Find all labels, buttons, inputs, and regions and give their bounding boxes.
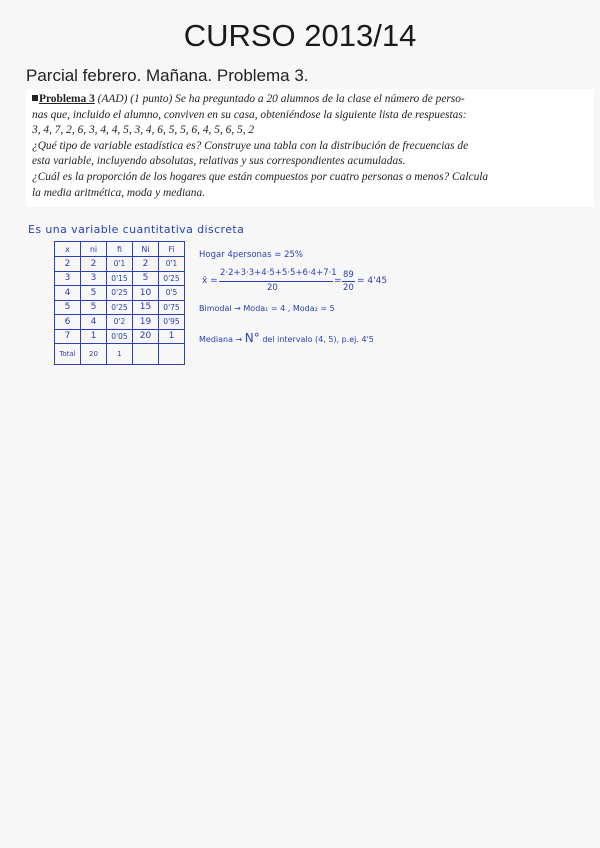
table-row [55,286,185,301]
problem-line-1-text: (AAD) (1 punto) Se ha preguntado a 20 alumnos de la clase el número de perso- [97,93,465,105]
moda-note: Bimodal → Moda₁ = 4 , Moda₂ = 5 [199,304,335,313]
table-cell: 0'95 [159,315,185,330]
table-cell: 0'2 [107,315,133,330]
table-cell: 1 [107,344,133,365]
table-cell: 20 [133,329,159,344]
table-row [55,329,185,344]
table-cell: 5 [81,300,107,315]
table-cell: 0'75 [159,300,185,315]
problem-line-6: ¿Cuál es la proporción de los hogares que están compuestos por cuatro personas o menos? Calcula [32,170,489,183]
table-cell: 1 [81,329,107,344]
table-header-cell: Fi [159,242,185,257]
table-cell: 5 [81,286,107,301]
table-cell: 20 [81,344,107,365]
problem-statement-box [26,89,594,207]
table-cell: 3 [55,271,81,286]
table-cell: 0'25 [107,300,133,315]
table-total-row [55,344,185,365]
problem-line-1 [32,92,590,108]
table-row [55,315,185,330]
problem-text [32,92,590,201]
problem-line-5: esta variable, incluyendo absolutas, relativas y sus correspondientes acumuladas. [32,155,406,168]
table-cell: 2 [55,257,81,272]
mean-fraction-bar [219,281,333,282]
table-cell: 2 [81,257,107,272]
problem-label: Problema 3 [39,93,95,105]
mean-frac2-bar [342,281,355,282]
table-cell: 0'1 [159,257,185,272]
problem-line-3: 3, 4, 7, 2, 6, 3, 4, 4, 5, 3, 4, 6, 5, 5, 6, 4, 5, 6, 5, 2 [32,124,255,137]
handwritten-heading: Es una variable cuantitativa discreta [28,223,245,236]
table-cell: 5 [55,300,81,315]
table-cell [133,344,159,365]
table-cell: 0'15 [107,271,133,286]
table-cell: 4 [81,315,107,330]
table-cell: 0'25 [159,271,185,286]
table-cell: 19 [133,315,159,330]
table-row [55,300,185,315]
bullet-square-icon [32,95,38,101]
table-row [55,271,185,286]
mediana-prefix: Mediana → [199,335,245,344]
table-cell: 10 [133,286,159,301]
table-header-cell: x [55,242,81,257]
mean-result: = 4'45 [357,276,388,286]
mean-lhs: x̄ = [202,276,218,286]
table-cell: 2 [133,257,159,272]
table-header-row [55,242,185,257]
table-cell: 0'25 [107,286,133,301]
mean-frac2-numerator: 89 [343,270,354,280]
problem-line-2: nas que, incluido el alumno, conviven en su casa, obteniéndose la siguiente lista de respuestas: [32,108,467,121]
page-title: CURSO 2013/14 [183,18,417,53]
table-header-cell: ni [81,242,107,257]
problem-line-7: la media aritmética, moda y mediana. [32,186,206,199]
table-cell: 5 [133,271,159,286]
table-header-cell: Ni [133,242,159,257]
mean-denominator: 20 [267,283,278,293]
mean-numerator: 2·2+3·3+4·5+5·5+6·4+7·1 [220,268,337,278]
table-cell: 4 [55,286,81,301]
mean-equals: = [334,276,342,286]
table-cell: 0'05 [107,329,133,344]
hogar-proportion-note: Hogar 4personas = 25% [199,250,303,260]
mean-frac2-denominator: 20 [343,283,354,293]
table-header-cell: fi [107,242,133,257]
table-cell: 7 [55,329,81,344]
page-subtitle: Parcial febrero. Mañana. Problema 3. [26,66,309,85]
table-cell: 15 [133,300,159,315]
table-cell [159,344,185,365]
table-cell: 3 [81,271,107,286]
table-cell: Total [55,344,81,365]
mediana-big: N° [244,331,260,345]
table-cell: 1 [159,329,185,344]
table-cell: 0'5 [159,286,185,301]
table-cell: 0'1 [107,257,133,272]
frequency-table [54,241,185,365]
mediana-note [199,331,374,345]
table-row [55,257,185,272]
table-cell: 6 [55,315,81,330]
mediana-rest: del intervalo (4, 5), p.ej. 4'5 [259,335,374,344]
problem-line-4: ¿Qué tipo de variable estadística es? Construye una tabla con la distribución de frecuencias de [32,139,469,152]
